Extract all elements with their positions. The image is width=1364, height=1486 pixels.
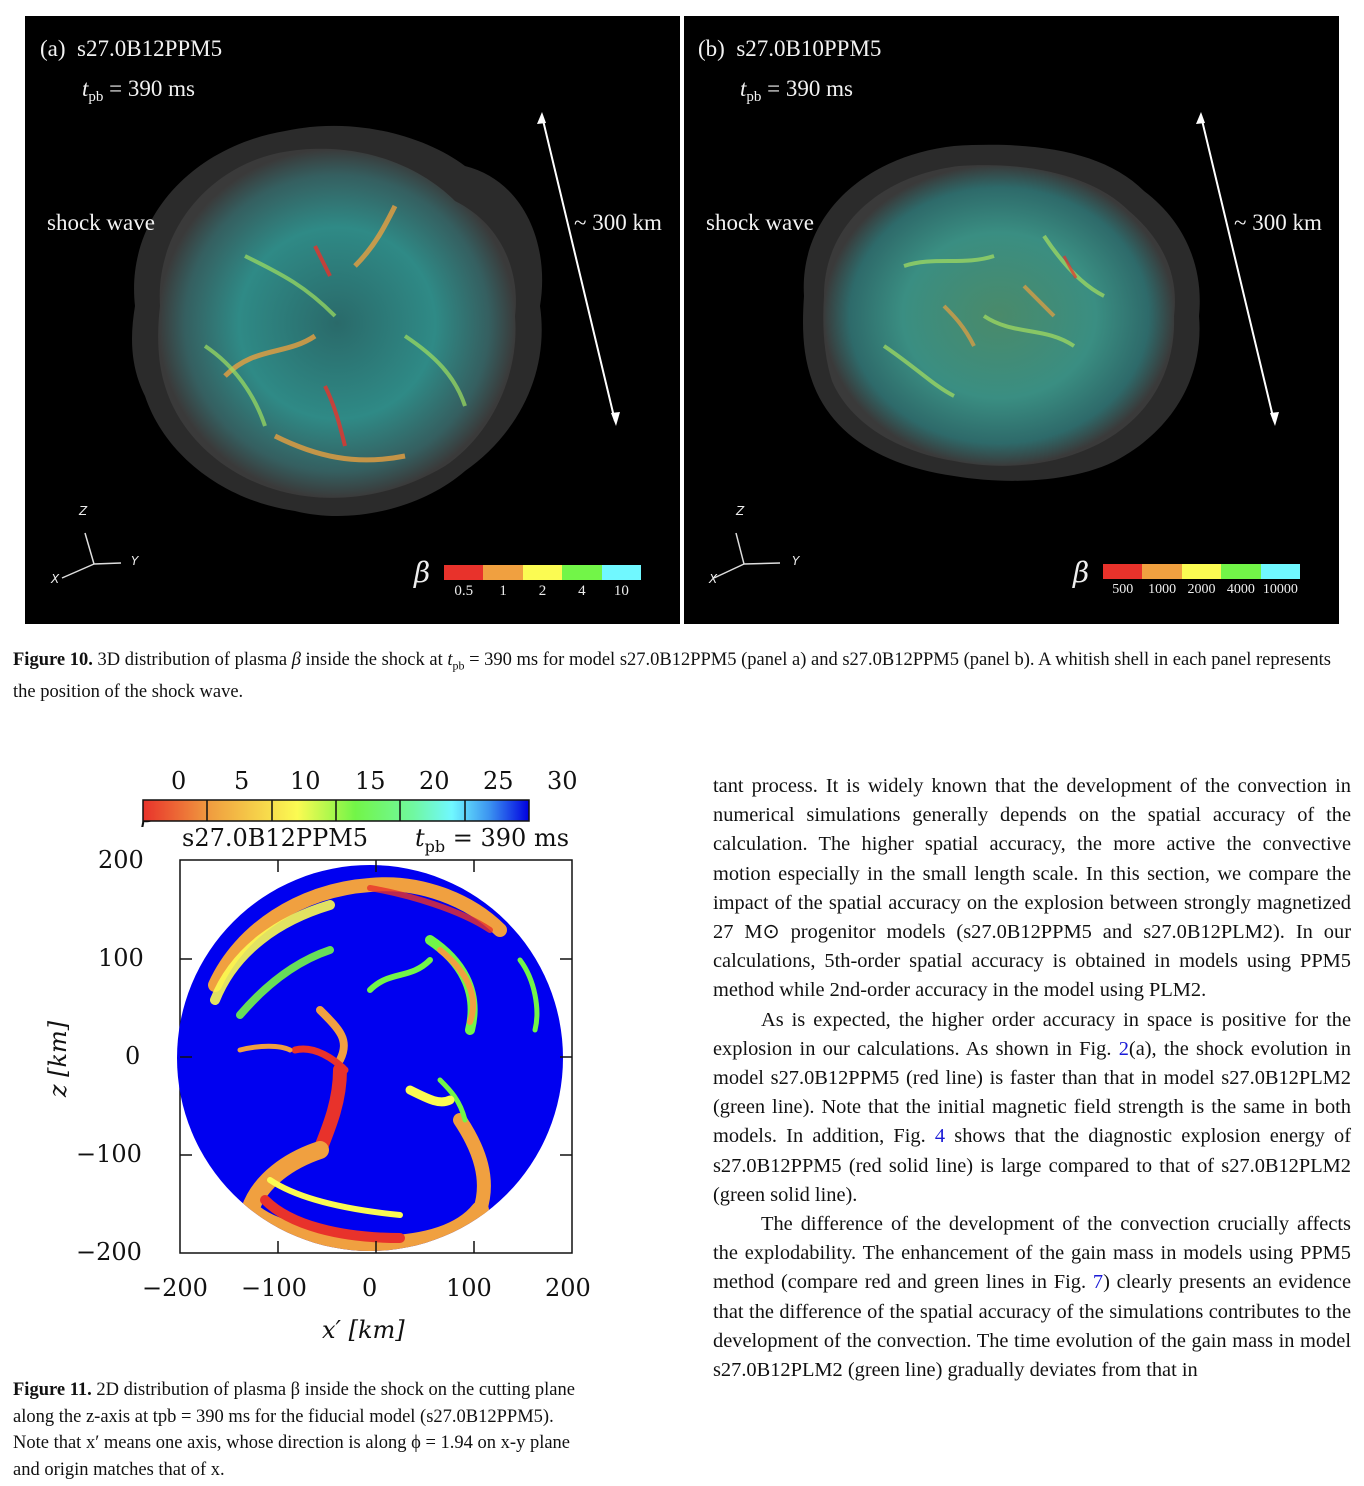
scale-label: ~ 300 km [574,210,662,235]
figure11-model-label: s27.0B12PPM5 [182,824,369,852]
x-axis-label: x′ [km] [322,1316,405,1344]
y-tick: 100 [98,944,144,972]
shock-volume-render-b [684,16,1339,624]
panel-b-time: $t_{pb} = 390$ ms [740,76,853,105]
y-tick: −100 [76,1140,142,1168]
colorbar-a-ticks: 0.5 1 2 4 10 [454,583,629,599]
colorbar-tick: 25 [483,767,514,795]
x-tick: 100 [446,1274,492,1302]
colorbar-b-ticks: 500 1000 2000 4000 10000 [1112,582,1298,597]
body-text-column [713,772,1351,1385]
figure-ref-4[interactable]: 4 [934,1125,946,1148]
colorbar-b-symbol: β [1073,556,1090,589]
x-tick: 200 [545,1274,591,1302]
colorbar-tick: 15 [355,767,386,795]
shock-volume-render-a [25,16,680,624]
panel-b-title: (b) s27.0B10PPM5 [698,36,882,61]
axis-triad-icon [714,533,780,578]
figure11-time-label: $t_{pb} = 390$ ms [415,824,570,856]
y-tick: 200 [98,846,144,874]
paragraph-1: tant process. It is widely known that the development of the convection in numerical simulations generally depends on the spatial accuracy of the calculation. The higher spatial accuracy, the more active the convective motion especially in the small length scale. In this section, we compare the impact of the spatial accuracy on the explosion between strongly magnetized 27 M⊙ progenitor models (s27.0B12PPM5 and s27.0B12PLM2). In our calculations, 5th-order spatial accuracy is obtained in models using PPM5 method while 2nd-order accuracy in the model using PLM2. [713,775,1351,1002]
y-axis-label: z [km] [44,1020,73,1098]
shock-wave-label: shock wave [47,210,155,235]
x-tick: −200 [142,1274,208,1302]
figure11-plot [40,760,620,1360]
colorbar-a-symbol: β [414,556,431,589]
y-tick: −200 [76,1238,142,1266]
axis-x-label: X [709,572,718,586]
axis-y-label: Y [131,554,139,568]
figure10-caption: Figure 10. 3D distribution of plasma β inside the shock at $t_{pb} = 390$ ms for model s27.0B12PPM5 (panel a) and s27.0B12PPM5 (panel b). A whitish shell in each panel represents the position of the shock wave. [13,650,1331,702]
colorbar-tick: 30 [547,767,578,795]
figure11-caption: Figure 11. 2D distribution of plasma β inside the shock on the cutting plane along the z-axis at tpb = 390 ms for the fiducial model (s27.0B12PPM5). Note that x′ means one axis, whose direction is along ϕ = 1.94 on x-y plane and origin matches that of x. [13,1380,575,1480]
colorbar-b [1103,564,1300,579]
axis-y-label: Y [792,554,800,568]
panel-a-title: (a) s27.0B12PPM5 [40,36,223,61]
panel-a-time: $t_{pb} = 390$ ms [82,76,195,105]
colorbar-tick: 5 [234,767,250,795]
x-tick: −100 [241,1274,307,1302]
colorbar-tick: 0 [171,767,187,795]
paragraph-2: As is expected, the higher order accuracy in space is positive for the explosion in our calculations. As shown in Fig. 2(a), the shock evolution in model s27.0B12PPM5 (red line) is faster than that in model s27.0B12PLM2 (green line). Note that the initial magnetic field strength is the same in both models. In addition, Fig. 4 shows that the diagnostic explosion energy of s27.0B12PPM5 (red solid line) is large compared to that of s27.0B12PLM2 (green solid line). [713,1008,1351,1206]
shock-wave-label: shock wave [706,210,814,235]
colorbar-tick: 10 [290,767,321,795]
scale-arrow [542,116,615,421]
scale-arrow [1201,116,1274,421]
figure10-panel-a [25,16,680,624]
scale-label: ~ 300 km [1234,210,1322,235]
colorbar-tick: 20 [419,767,450,795]
figure-ref-2[interactable]: 2 [1118,1037,1129,1060]
axis-triad-icon [62,533,121,578]
y-tick: 0 [125,1042,141,1070]
figure-ref-7[interactable]: 7 [1092,1271,1104,1294]
x-tick: 0 [362,1274,378,1302]
axis-z-label: Z [736,504,745,518]
axis-z-label: Z [79,504,88,518]
paragraph-3: The difference of the development of the convection crucially affects the explodability. The enhancement of the gain mass in models using PPM5 method (compare red and green lines in Fig. 7) clearly presents an evidence that the difference of the spatial accuracy of the simulations contributes to the development of the convection. The time evolution of the gain mass in model s27.0B12PLM2 (green line) gradually deviates from that in [713,1213,1351,1382]
axis-x-label: X [51,572,60,586]
figure10-panel-b [684,16,1339,624]
colorbar-a [444,565,641,580]
